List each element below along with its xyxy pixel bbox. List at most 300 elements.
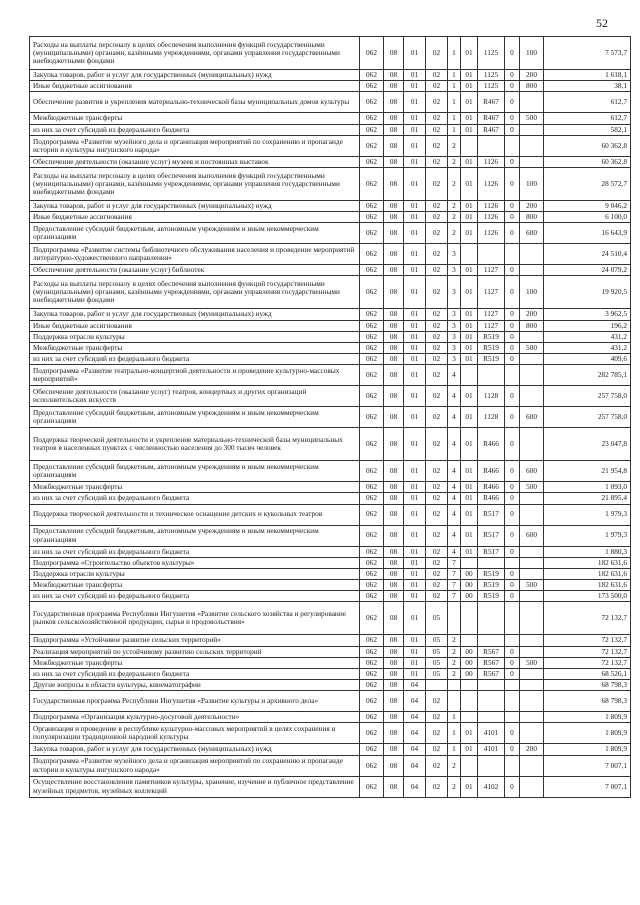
row-code-cell bbox=[520, 776, 544, 797]
row-code-cell: 01 bbox=[404, 428, 426, 461]
row-code-cell: 01 bbox=[461, 461, 478, 482]
row-code-cell: R517 bbox=[478, 504, 505, 525]
row-code-cell: 0 bbox=[505, 156, 520, 167]
row-code-cell bbox=[461, 755, 478, 776]
row-sum-cell: 28 572,7 bbox=[544, 167, 631, 200]
row-code-cell: 1 bbox=[448, 744, 461, 755]
row-code-cell: 01 bbox=[461, 546, 478, 557]
row-code-cell: 08 bbox=[384, 212, 404, 223]
row-code-cell: 01 bbox=[461, 493, 478, 504]
row-code-cell bbox=[478, 712, 505, 723]
row-code-cell: 800 bbox=[520, 320, 544, 331]
row-code-cell: 08 bbox=[384, 200, 404, 211]
row-name-cell: Закупка товаров, работ и услуг для государственных (муниципальных) нужд bbox=[30, 70, 360, 81]
row-code-cell: 02 bbox=[426, 81, 448, 92]
row-code-cell: 00 bbox=[461, 646, 478, 657]
row-code-cell: 2 bbox=[448, 223, 461, 244]
row-code-cell: 1125 bbox=[478, 81, 505, 92]
row-code-cell: 01 bbox=[404, 504, 426, 525]
row-code-cell bbox=[505, 680, 520, 691]
row-code-cell: 01 bbox=[404, 568, 426, 579]
row-code-cell: 01 bbox=[461, 92, 478, 113]
row-code-cell: 0 bbox=[505, 504, 520, 525]
row-sum-cell: 3 962,5 bbox=[544, 309, 631, 320]
row-code-cell: 05 bbox=[426, 657, 448, 668]
row-code-cell: 062 bbox=[360, 723, 384, 744]
row-code-cell bbox=[461, 135, 478, 156]
table-row bbox=[30, 591, 631, 602]
table-row bbox=[30, 461, 631, 482]
row-code-cell: 02 bbox=[426, 135, 448, 156]
row-code-cell: 08 bbox=[384, 602, 404, 635]
row-code-cell: 02 bbox=[426, 223, 448, 244]
row-code-cell: 08 bbox=[384, 744, 404, 755]
row-code-cell: 062 bbox=[360, 365, 384, 386]
row-code-cell: 4101 bbox=[478, 723, 505, 744]
row-code-cell: 0 bbox=[505, 113, 520, 124]
row-code-cell bbox=[505, 365, 520, 386]
row-code-cell: 062 bbox=[360, 309, 384, 320]
row-sum-cell: 72 132,7 bbox=[544, 635, 631, 646]
table-row bbox=[30, 342, 631, 353]
row-code-cell bbox=[520, 493, 544, 504]
row-name-cell: из них за счет субсидий из федерального бюджета bbox=[30, 591, 360, 602]
row-code-cell: 0 bbox=[505, 331, 520, 342]
row-code-cell: 08 bbox=[384, 504, 404, 525]
row-code-cell bbox=[505, 602, 520, 635]
table-row bbox=[30, 602, 631, 635]
row-code-cell bbox=[478, 365, 505, 386]
row-code-cell: 0 bbox=[505, 167, 520, 200]
row-code-cell: 08 bbox=[384, 223, 404, 244]
row-sum-cell: 16 643,9 bbox=[544, 223, 631, 244]
table-row bbox=[30, 646, 631, 657]
row-code-cell bbox=[478, 691, 505, 712]
row-code-cell: 0 bbox=[505, 776, 520, 797]
row-code-cell: 062 bbox=[360, 156, 384, 167]
table-row bbox=[30, 776, 631, 797]
row-code-cell: R519 bbox=[478, 331, 505, 342]
row-code-cell: 062 bbox=[360, 657, 384, 668]
row-code-cell: 00 bbox=[461, 568, 478, 579]
row-code-cell: 01 bbox=[461, 212, 478, 223]
row-code-cell: 500 bbox=[520, 657, 544, 668]
row-code-cell: 062 bbox=[360, 680, 384, 691]
row-code-cell: 0 bbox=[505, 386, 520, 407]
row-code-cell bbox=[461, 712, 478, 723]
row-code-cell bbox=[520, 92, 544, 113]
row-code-cell bbox=[520, 668, 544, 679]
table-row bbox=[30, 744, 631, 755]
row-sum-cell: 9 046,2 bbox=[544, 200, 631, 211]
row-name-cell: Поддержка творческой деятельности и укрепление материально-технической базы муниципальных театров в населенных пунктах с численностью населения до 300 тысяч человек bbox=[30, 428, 360, 461]
row-sum-cell: 24 079,2 bbox=[544, 265, 631, 276]
row-code-cell: 1 bbox=[448, 113, 461, 124]
row-name-cell: Межбюджетные трансферты bbox=[30, 657, 360, 668]
row-code-cell: 0 bbox=[505, 37, 520, 70]
row-code-cell: 02 bbox=[426, 386, 448, 407]
row-code-cell: 01 bbox=[404, 657, 426, 668]
row-code-cell: 01 bbox=[461, 354, 478, 365]
row-code-cell: 2 bbox=[448, 167, 461, 200]
row-code-cell: 0 bbox=[505, 309, 520, 320]
row-code-cell: 4 bbox=[448, 461, 461, 482]
row-code-cell: 0 bbox=[505, 723, 520, 744]
row-code-cell bbox=[520, 712, 544, 723]
row-name-cell: Реализация мероприятий по устойчивому развитию сельских территорий bbox=[30, 646, 360, 657]
row-code-cell: 0 bbox=[505, 428, 520, 461]
row-code-cell: 1126 bbox=[478, 200, 505, 211]
row-code-cell bbox=[520, 557, 544, 568]
row-sum-cell: 72 132,7 bbox=[544, 602, 631, 635]
row-code-cell: 0 bbox=[505, 668, 520, 679]
row-code-cell: 062 bbox=[360, 37, 384, 70]
table-row bbox=[30, 407, 631, 428]
row-code-cell bbox=[461, 365, 478, 386]
row-code-cell: 4 bbox=[448, 407, 461, 428]
row-code-cell: 062 bbox=[360, 712, 384, 723]
row-code-cell: 04 bbox=[404, 723, 426, 744]
row-code-cell: 062 bbox=[360, 755, 384, 776]
row-code-cell: 3 bbox=[448, 309, 461, 320]
row-name-cell: Расходы на выплаты персоналу в целях обеспечения выполнения функций государственными (муниципальными) органами, казёнными учреждениями, органами управления государственными внебюджетными фондами bbox=[30, 276, 360, 309]
row-code-cell: 02 bbox=[426, 744, 448, 755]
row-code-cell: 08 bbox=[384, 276, 404, 309]
row-code-cell bbox=[520, 428, 544, 461]
row-code-cell: 02 bbox=[426, 493, 448, 504]
row-code-cell: 04 bbox=[404, 712, 426, 723]
row-code-cell: 01 bbox=[404, 320, 426, 331]
row-code-cell: R467 bbox=[478, 113, 505, 124]
row-code-cell: 3 bbox=[448, 276, 461, 309]
row-name-cell: Иные бюджетные ассигнования bbox=[30, 212, 360, 223]
row-code-cell: 08 bbox=[384, 342, 404, 353]
row-code-cell: 02 bbox=[426, 407, 448, 428]
row-name-cell: Предоставление субсидий бюджетным, автономным учреждениям и иным некоммерческим организациям bbox=[30, 223, 360, 244]
row-code-cell: 062 bbox=[360, 691, 384, 712]
row-code-cell: 4 bbox=[448, 525, 461, 546]
row-name-cell: Расходы на выплаты персоналу в целях обеспечения выполнения функций государственными (муниципальными) органами, казёнными учреждениями, органами управления государственными внебюджетными фондами bbox=[30, 37, 360, 70]
row-code-cell: 1 bbox=[448, 712, 461, 723]
row-code-cell: 08 bbox=[384, 525, 404, 546]
row-code-cell: 062 bbox=[360, 70, 384, 81]
row-code-cell: 2 bbox=[448, 776, 461, 797]
row-code-cell bbox=[520, 602, 544, 635]
row-code-cell: 0 bbox=[505, 580, 520, 591]
table-row bbox=[30, 156, 631, 167]
row-code-cell bbox=[461, 680, 478, 691]
row-code-cell: 01 bbox=[404, 212, 426, 223]
row-sum-cell: 1 979,3 bbox=[544, 525, 631, 546]
row-code-cell: 04 bbox=[404, 776, 426, 797]
row-name-cell: Подпрограмма «Строительство объектов культуры» bbox=[30, 557, 360, 568]
row-sum-cell: 582,1 bbox=[544, 124, 631, 135]
row-code-cell: 4 bbox=[448, 546, 461, 557]
row-code-cell: 062 bbox=[360, 200, 384, 211]
table-row bbox=[30, 212, 631, 223]
row-code-cell: 01 bbox=[404, 525, 426, 546]
row-name-cell: Подпрограмма «Развитие музейного дела и организация мероприятий по сохранению и пропаганде истории и культуры ингушского народа» bbox=[30, 135, 360, 156]
row-code-cell: R519 bbox=[478, 568, 505, 579]
table-row bbox=[30, 428, 631, 461]
row-name-cell: Межбюджетные трансферты bbox=[30, 342, 360, 353]
row-code-cell: 01 bbox=[404, 81, 426, 92]
row-code-cell: 02 bbox=[426, 342, 448, 353]
row-sum-cell: 60 362,8 bbox=[544, 156, 631, 167]
row-code-cell bbox=[461, 557, 478, 568]
row-code-cell: 08 bbox=[384, 92, 404, 113]
row-code-cell: 01 bbox=[404, 265, 426, 276]
row-code-cell: 4101 bbox=[478, 744, 505, 755]
row-name-cell: Межбюджетные трансферты bbox=[30, 482, 360, 493]
row-code-cell: 7 bbox=[448, 557, 461, 568]
row-code-cell: 08 bbox=[384, 557, 404, 568]
row-name-cell: Обеспечение деятельности (оказание услуг) театров, концертных и других организаций исполнительских искусств bbox=[30, 386, 360, 407]
row-sum-cell: 257 758,0 bbox=[544, 386, 631, 407]
row-code-cell: 062 bbox=[360, 504, 384, 525]
row-code-cell: 01 bbox=[461, 81, 478, 92]
row-code-cell: 062 bbox=[360, 276, 384, 309]
row-code-cell: 01 bbox=[461, 525, 478, 546]
row-code-cell: 0 bbox=[505, 546, 520, 557]
row-name-cell: Государственная программа Республики Ингушетия «Развитие культуры и архивного дела» bbox=[30, 691, 360, 712]
row-code-cell: 2 bbox=[448, 755, 461, 776]
row-code-cell: 500 bbox=[520, 482, 544, 493]
row-code-cell: 01 bbox=[461, 407, 478, 428]
row-code-cell: 02 bbox=[426, 723, 448, 744]
row-code-cell bbox=[461, 635, 478, 646]
table-row bbox=[30, 167, 631, 200]
row-name-cell: Подпрограмма «Организация культурно-досуговой деятельности» bbox=[30, 712, 360, 723]
row-sum-cell: 6 100,0 bbox=[544, 212, 631, 223]
table-row bbox=[30, 546, 631, 557]
row-sum-cell: 1 093,0 bbox=[544, 482, 631, 493]
row-code-cell: 08 bbox=[384, 461, 404, 482]
row-name-cell: Иные бюджетные ассигнования bbox=[30, 320, 360, 331]
row-code-cell: 08 bbox=[384, 591, 404, 602]
row-code-cell: 01 bbox=[461, 386, 478, 407]
row-name-cell: Обеспечение развития и укрепления материально-технической базы муниципальных домов культуры bbox=[30, 92, 360, 113]
row-code-cell bbox=[520, 635, 544, 646]
row-code-cell bbox=[520, 755, 544, 776]
row-code-cell: 01 bbox=[461, 482, 478, 493]
row-code-cell: R519 bbox=[478, 342, 505, 353]
row-name-cell: Поддержка творческой деятельности и техническое оснащение детских и кукольных театров bbox=[30, 504, 360, 525]
row-code-cell: 100 bbox=[520, 37, 544, 70]
row-code-cell: 062 bbox=[360, 167, 384, 200]
row-code-cell: R517 bbox=[478, 546, 505, 557]
row-code-cell: 0 bbox=[505, 646, 520, 657]
row-code-cell: 200 bbox=[520, 309, 544, 320]
row-code-cell: 1128 bbox=[478, 407, 505, 428]
row-code-cell: 7 bbox=[448, 591, 461, 602]
row-code-cell: 01 bbox=[404, 223, 426, 244]
row-sum-cell: 38,1 bbox=[544, 81, 631, 92]
row-code-cell: 062 bbox=[360, 244, 384, 265]
row-code-cell: 062 bbox=[360, 113, 384, 124]
row-code-cell: 01 bbox=[404, 602, 426, 635]
row-sum-cell: 19 920,5 bbox=[544, 276, 631, 309]
row-code-cell: 0 bbox=[505, 525, 520, 546]
row-code-cell: 05 bbox=[426, 668, 448, 679]
row-code-cell: 1126 bbox=[478, 167, 505, 200]
row-code-cell: R466 bbox=[478, 461, 505, 482]
row-code-cell: R467 bbox=[478, 124, 505, 135]
row-code-cell: 01 bbox=[404, 331, 426, 342]
row-code-cell bbox=[520, 265, 544, 276]
table-row bbox=[30, 200, 631, 211]
row-code-cell: 062 bbox=[360, 386, 384, 407]
row-code-cell: 600 bbox=[520, 525, 544, 546]
row-code-cell: 08 bbox=[384, 386, 404, 407]
row-code-cell: 05 bbox=[426, 635, 448, 646]
row-code-cell: 4 bbox=[448, 428, 461, 461]
row-code-cell: 1 bbox=[448, 124, 461, 135]
row-code-cell: 2 bbox=[448, 135, 461, 156]
row-code-cell: 2 bbox=[448, 212, 461, 223]
row-code-cell bbox=[520, 365, 544, 386]
row-code-cell bbox=[520, 646, 544, 657]
row-code-cell bbox=[505, 712, 520, 723]
row-code-cell: 3 bbox=[448, 331, 461, 342]
row-code-cell: 08 bbox=[384, 580, 404, 591]
row-code-cell: 08 bbox=[384, 635, 404, 646]
row-code-cell: 600 bbox=[520, 223, 544, 244]
row-code-cell: 4 bbox=[448, 504, 461, 525]
row-code-cell bbox=[448, 602, 461, 635]
table-row bbox=[30, 276, 631, 309]
table-row bbox=[30, 680, 631, 691]
row-code-cell bbox=[478, 244, 505, 265]
row-code-cell: 01 bbox=[404, 493, 426, 504]
row-code-cell: 00 bbox=[461, 591, 478, 602]
row-code-cell: 01 bbox=[404, 124, 426, 135]
row-code-cell: 01 bbox=[404, 276, 426, 309]
row-code-cell: 01 bbox=[461, 167, 478, 200]
row-code-cell: 08 bbox=[384, 712, 404, 723]
row-code-cell: 02 bbox=[426, 580, 448, 591]
row-code-cell: R517 bbox=[478, 525, 505, 546]
row-code-cell bbox=[505, 557, 520, 568]
row-name-cell: Поддержка отрасли культуры bbox=[30, 331, 360, 342]
row-code-cell: 062 bbox=[360, 580, 384, 591]
row-code-cell: 062 bbox=[360, 461, 384, 482]
row-code-cell: 0 bbox=[505, 342, 520, 353]
table-row bbox=[30, 265, 631, 276]
row-name-cell: Предоставление субсидий бюджетным, автономным учреждениям и иным некоммерческим организациям bbox=[30, 461, 360, 482]
row-sum-cell: 21 954,8 bbox=[544, 461, 631, 482]
row-code-cell: 062 bbox=[360, 591, 384, 602]
row-code-cell: 08 bbox=[384, 546, 404, 557]
row-sum-cell: 7 573,7 bbox=[544, 37, 631, 70]
row-code-cell: 01 bbox=[404, 354, 426, 365]
row-code-cell: R519 bbox=[478, 591, 505, 602]
row-code-cell: 01 bbox=[461, 744, 478, 755]
row-code-cell: 2 bbox=[448, 156, 461, 167]
row-code-cell: 2 bbox=[448, 657, 461, 668]
row-name-cell: Иные бюджетные ассигнования bbox=[30, 81, 360, 92]
row-code-cell: 0 bbox=[505, 124, 520, 135]
row-code-cell: 062 bbox=[360, 602, 384, 635]
row-name-cell: из них за счет субсидий из федерального бюджета bbox=[30, 546, 360, 557]
row-code-cell: 2 bbox=[448, 200, 461, 211]
row-code-cell: 800 bbox=[520, 81, 544, 92]
table-row bbox=[30, 482, 631, 493]
row-name-cell: Подпрограмма «Развитие системы библиотечного обслуживания населения и проведение мероприятий литературно-художественного направления» bbox=[30, 244, 360, 265]
row-code-cell: 01 bbox=[404, 668, 426, 679]
row-name-cell: Предоставление субсидий бюджетным, автономным учреждениям и иным некоммерческим организациям bbox=[30, 407, 360, 428]
table-row bbox=[30, 723, 631, 744]
row-code-cell bbox=[505, 635, 520, 646]
row-code-cell: 0 bbox=[505, 265, 520, 276]
row-name-cell: Межбюджетные трансферты bbox=[30, 580, 360, 591]
table-row bbox=[30, 124, 631, 135]
row-sum-cell: 612,7 bbox=[544, 92, 631, 113]
row-code-cell: 062 bbox=[360, 493, 384, 504]
row-code-cell bbox=[520, 156, 544, 167]
row-sum-cell: 72 132,7 bbox=[544, 646, 631, 657]
row-code-cell: 01 bbox=[404, 461, 426, 482]
row-code-cell: R466 bbox=[478, 482, 505, 493]
row-code-cell: 00 bbox=[461, 580, 478, 591]
row-code-cell: 08 bbox=[384, 365, 404, 386]
row-code-cell: 01 bbox=[461, 342, 478, 353]
row-code-cell: 08 bbox=[384, 482, 404, 493]
row-code-cell: 08 bbox=[384, 776, 404, 797]
table-row bbox=[30, 37, 631, 70]
row-code-cell: 062 bbox=[360, 81, 384, 92]
row-code-cell: 062 bbox=[360, 525, 384, 546]
row-code-cell: R467 bbox=[478, 92, 505, 113]
row-code-cell: 01 bbox=[461, 37, 478, 70]
row-sum-cell: 431,2 bbox=[544, 342, 631, 353]
row-code-cell: R466 bbox=[478, 493, 505, 504]
budget-table bbox=[29, 36, 631, 798]
row-code-cell bbox=[520, 331, 544, 342]
row-code-cell: 02 bbox=[426, 461, 448, 482]
row-code-cell: 0 bbox=[505, 200, 520, 211]
table-row bbox=[30, 580, 631, 591]
row-code-cell: 01 bbox=[404, 200, 426, 211]
row-code-cell: 05 bbox=[426, 646, 448, 657]
row-code-cell: 08 bbox=[384, 331, 404, 342]
row-code-cell bbox=[505, 755, 520, 776]
row-code-cell: 01 bbox=[404, 482, 426, 493]
row-code-cell: 08 bbox=[384, 113, 404, 124]
row-code-cell: 062 bbox=[360, 354, 384, 365]
row-sum-cell: 1 979,3 bbox=[544, 504, 631, 525]
row-code-cell: 01 bbox=[404, 557, 426, 568]
row-sum-cell: 431,2 bbox=[544, 331, 631, 342]
table-row bbox=[30, 309, 631, 320]
row-sum-cell: 68 526,1 bbox=[544, 668, 631, 679]
row-code-cell: 01 bbox=[461, 428, 478, 461]
row-sum-cell: 173 500,0 bbox=[544, 591, 631, 602]
row-code-cell bbox=[520, 354, 544, 365]
row-code-cell: 02 bbox=[426, 244, 448, 265]
row-code-cell: 02 bbox=[426, 320, 448, 331]
table-row bbox=[30, 525, 631, 546]
row-code-cell: 4 bbox=[448, 482, 461, 493]
row-code-cell: 0 bbox=[505, 81, 520, 92]
row-code-cell: 08 bbox=[384, 320, 404, 331]
row-code-cell: 02 bbox=[426, 124, 448, 135]
row-code-cell: 08 bbox=[384, 135, 404, 156]
row-code-cell: 02 bbox=[426, 156, 448, 167]
row-code-cell: 01 bbox=[404, 167, 426, 200]
table-row bbox=[30, 244, 631, 265]
row-name-cell: Закупка товаров, работ и услуг для государственных (муниципальных) нужд bbox=[30, 309, 360, 320]
